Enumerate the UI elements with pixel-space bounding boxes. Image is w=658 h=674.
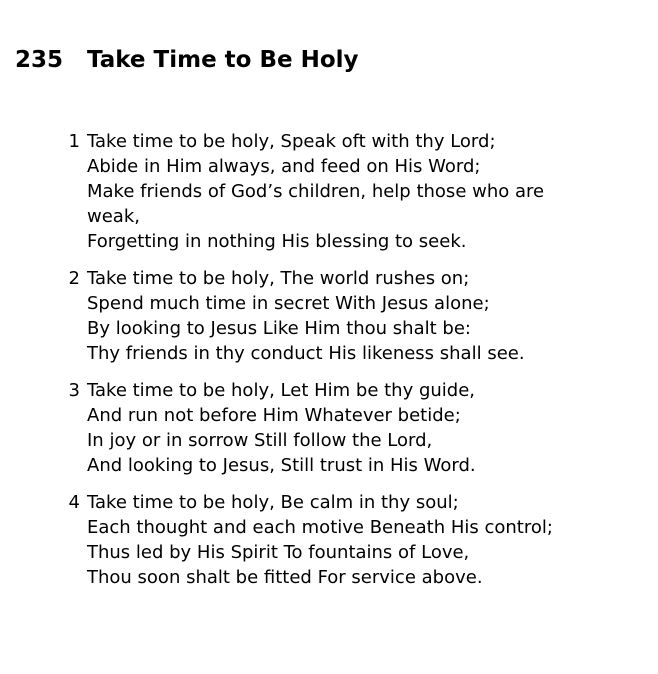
stanza-line: Thy friends in thy conduct His likeness shall see. [87,343,525,364]
hymn-header [15,44,359,76]
hymn-title: Take Time to Be Holy [87,47,359,73]
stanza-line: In joy or in sorrow Still follow the Lord, [87,430,433,451]
stanza-line: Take time to be holy, The world rushes on; [87,268,470,289]
stanza-line: Thou soon shalt be fitted For service above. [87,567,483,588]
stanza-3 [60,378,640,478]
stanza-line: Forgetting in nothing His blessing to seek. [87,231,467,252]
stanza-number: 3 [68,380,80,401]
stanza-line: Take time to be holy, Speak oft with thy Lord; [87,131,496,152]
stanza-line: By looking to Jesus Like Him thou shalt be: [87,318,471,339]
hymn-number: 235 [15,47,64,73]
stanza-line: Take time to be holy, Let Him be thy guide, [87,380,476,401]
stanza-number: 2 [68,268,80,289]
stanza-line: weak, [87,206,140,227]
stanza-line: Thus led by His Spirit To fountains of Love, [87,542,470,563]
stanza-number: 1 [68,131,80,152]
stanza-line: Make friends of God’s children, help those who are [87,181,545,202]
stanza-number: 4 [68,492,80,513]
stanza-4 [60,490,640,590]
stanza-1 [60,129,640,254]
stanza-list [60,129,640,602]
stanza-line: Take time to be holy, Be calm in thy soul; [87,492,459,513]
stanza-line: Spend much time in secret With Jesus alone; [87,293,490,314]
stanza-line: Each thought and each motive Beneath His control; [87,517,553,538]
stanza-2 [60,266,640,366]
stanza-line: And looking to Jesus, Still trust in His Word. [87,455,476,476]
stanza-line: Abide in Him always, and feed on His Word; [87,156,481,177]
stanza-line: And run not before Him Whatever betide; [87,405,461,426]
